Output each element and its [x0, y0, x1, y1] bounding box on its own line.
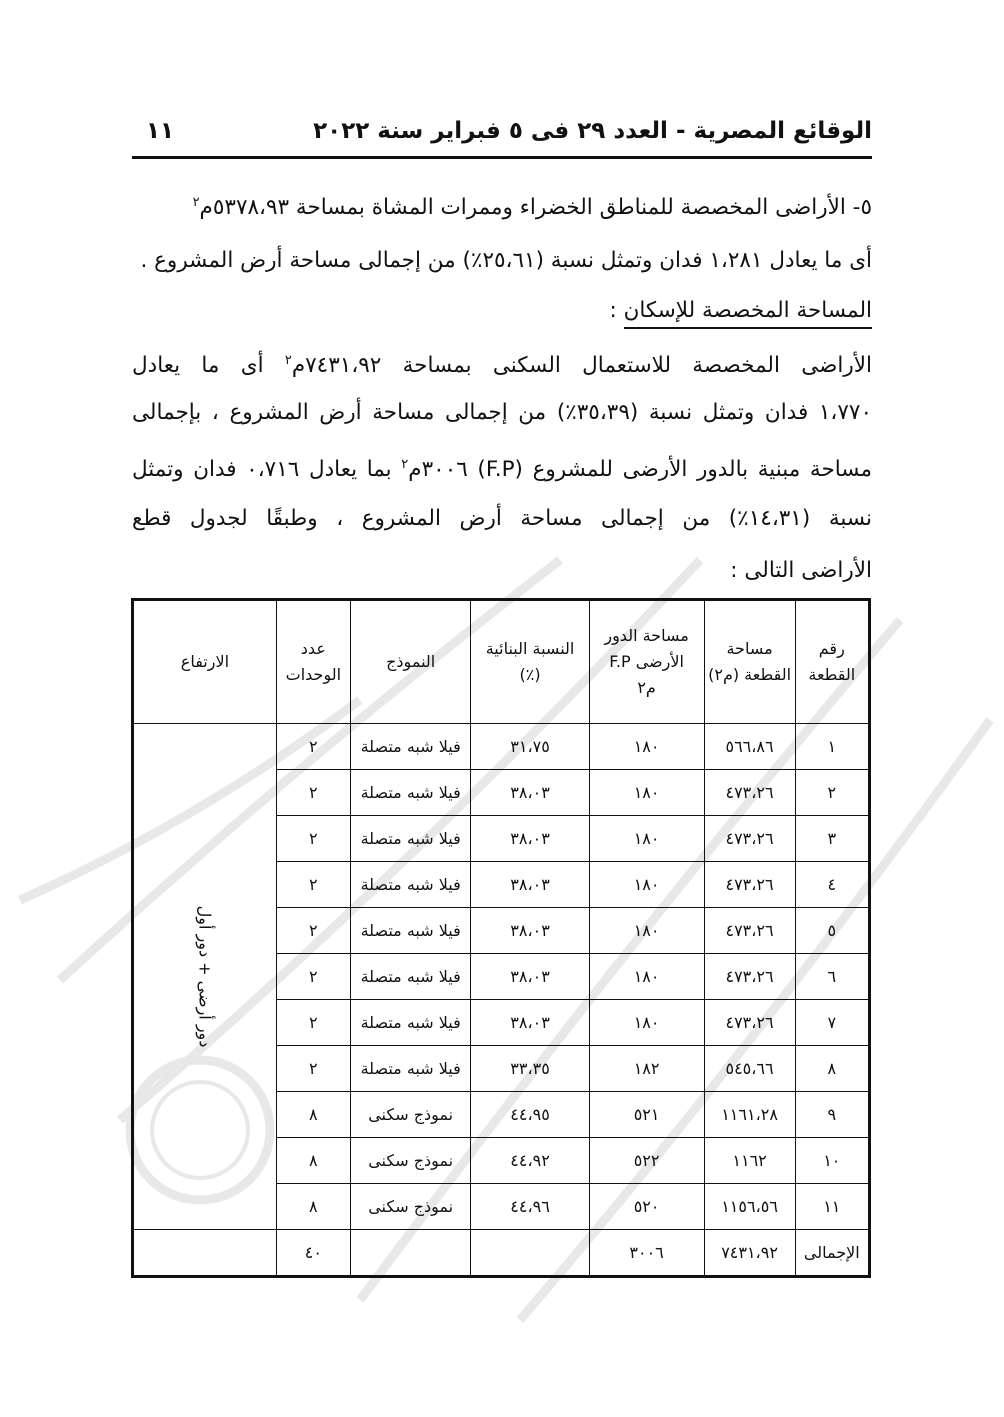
cell-plot: ١٠ [795, 1138, 869, 1184]
table-header-row [133, 600, 870, 724]
cell-total-ratio [471, 1230, 589, 1277]
cell-units: ٢ [276, 724, 350, 770]
cell-fp: ١٨٠ [589, 816, 704, 862]
housing-text-a: الأراضى المخصصة للاستعمال السكنى بمساحة ٧٤٣١،٩٢م [291, 353, 872, 379]
cell-ratio: ٣٨،٠٣ [471, 1000, 589, 1046]
cell-plot: ٦ [795, 954, 869, 1000]
cell-total-fp: ٣٠٠٦ [589, 1230, 704, 1277]
cell-fp: ٥٢٢ [589, 1138, 704, 1184]
cell-units: ٨ [276, 1138, 350, 1184]
cell-model: نموذج سكنى [350, 1184, 471, 1230]
cell-area: ٤٧٣،٢٦ [704, 954, 795, 1000]
header-ratio-text: النسبة البنائية (٪) [485, 639, 575, 684]
cell-fp: ١٨٠ [589, 862, 704, 908]
cell-fp: ٥٢٠ [589, 1184, 704, 1230]
paragraph-housing-5: الأراضى التالى : [730, 558, 872, 583]
superscript: ٢ [284, 353, 292, 368]
cell-area: ٤٧٣،٢٦ [704, 862, 795, 908]
cell-model: نموذج سكنى [350, 1138, 471, 1184]
header-ground-fp-text: مساحة الدور الأرضى F.P م٢ [604, 626, 689, 697]
cell-model: فيلا شبه متصلة [350, 1046, 471, 1092]
cell-plot: ٣ [795, 816, 869, 862]
cell-units: ٢ [276, 1000, 350, 1046]
paragraph-green-areas [132, 188, 872, 223]
cell-plot: ٧ [795, 1000, 869, 1046]
header-divider [132, 156, 872, 159]
paragraph-housing-2: ١،٧٧٠ فدان وتمثل نسبة (٣٥،٣٩٪) من إجمالى مساحة أرض المشروع ، بإجمالى [132, 400, 872, 425]
cell-model: فيلا شبه متصلة [350, 954, 471, 1000]
page-header [132, 112, 872, 156]
housing-text-d: بما يعادل ٠،٧١٦ فدان وتمثل [132, 457, 402, 483]
cell-model: فيلا شبه متصلة [350, 770, 471, 816]
housing-text-c: مساحة مبنية بالدور الأرضى للمشروع (F.P) ٣٠٠٦م [408, 457, 872, 483]
cell-fp: ١٨٢ [589, 1046, 704, 1092]
cell-ratio: ٣٨،٠٣ [471, 816, 589, 862]
gazette-title: الوقائع المصرية - العدد ٢٩ فى ٥ فبراير سنة ٢٠٢٢ [313, 118, 872, 144]
section-heading [609, 296, 872, 326]
cell-ratio: ٣٨،٠٣ [471, 908, 589, 954]
cell-total-area: ٧٤٣١،٩٢ [704, 1230, 795, 1277]
header-ratio [471, 600, 589, 724]
cell-model: فيلا شبه متصلة [350, 816, 471, 862]
superscript: ٢ [401, 457, 409, 472]
cell-height [133, 724, 277, 1230]
header-model: النموذج [350, 600, 471, 724]
cell-fp: ١٨٠ [589, 954, 704, 1000]
cell-plot: ١ [795, 724, 869, 770]
cell-ratio: ٤٤،٩٦ [471, 1184, 589, 1230]
cell-total-height [133, 1230, 277, 1277]
cell-plot: ٥ [795, 908, 869, 954]
header-units-text: عدد الوحدات [285, 639, 342, 684]
plots-table [131, 598, 871, 1278]
cell-ratio: ٤٤،٩٥ [471, 1092, 589, 1138]
cell-units: ٢ [276, 770, 350, 816]
section-heading-text: المساحة المخصصة للإسكان [624, 298, 872, 329]
cell-fp: ١٨٠ [589, 770, 704, 816]
page-number: ١١ [146, 118, 175, 144]
cell-fp: ١٨٠ [589, 1000, 704, 1046]
cell-units: ٢ [276, 954, 350, 1000]
green-areas-text: ٥- الأراضى المخصصة للمناطق الخضراء وممرات المشاة بمساحة ٥٣٧٨،٩٣م [199, 195, 872, 221]
cell-ratio: ٣٨،٠٣ [471, 770, 589, 816]
cell-units: ٢ [276, 908, 350, 954]
cell-total-units: ٤٠ [276, 1230, 350, 1277]
cell-area: ٤٧٣،٢٦ [704, 1000, 795, 1046]
cell-units: ٨ [276, 1092, 350, 1138]
cell-fp: ٥٢١ [589, 1092, 704, 1138]
cell-area: ٤٧٣،٢٦ [704, 816, 795, 862]
cell-model: فيلا شبه متصلة [350, 862, 471, 908]
cell-model: فيلا شبه متصلة [350, 908, 471, 954]
cell-area: ٤٧٣،٢٦ [704, 770, 795, 816]
cell-units: ٢ [276, 862, 350, 908]
header-units [276, 600, 350, 724]
header-height: الارتفاع [133, 600, 277, 724]
cell-plot: ٤ [795, 862, 869, 908]
paragraph-green-areas-cont: أى ما يعادل ١،٢٨١ فدان وتمثل نسبة (٢٥،٦١٪) من إجمالى مساحة أرض المشروع . [140, 248, 872, 273]
paragraph-housing-4: نسبة (١٤،٣١٪) من إجمالى مساحة أرض المشروع ، وطبقًا لجدول قطع [132, 506, 872, 531]
superscript: ٢ [192, 195, 200, 210]
cell-ratio: ٣١،٧٥ [471, 724, 589, 770]
header-plot-no [795, 600, 869, 724]
cell-total-model [350, 1230, 471, 1277]
housing-text-b: أى ما يعادل [132, 353, 285, 379]
cell-area: ١١٦١،٢٨ [704, 1092, 795, 1138]
header-plot-no-text: رقم القطعة [808, 639, 856, 684]
paragraph-housing-1 [132, 346, 872, 381]
cell-model: نموذج سكنى [350, 1092, 471, 1138]
cell-area: ١١٥٦،٥٦ [704, 1184, 795, 1230]
cell-plot: ٩ [795, 1092, 869, 1138]
paragraph-housing-3 [132, 450, 872, 485]
cell-fp: ١٨٠ [589, 724, 704, 770]
cell-model: فيلا شبه متصلة [350, 1000, 471, 1046]
cell-area: ٥٦٦،٨٦ [704, 724, 795, 770]
cell-plot: ٨ [795, 1046, 869, 1092]
cell-ratio: ٣٣،٣٥ [471, 1046, 589, 1092]
height-value: دور أرضى + دور أول [195, 905, 215, 1048]
cell-ratio: ٣٨،٠٣ [471, 954, 589, 1000]
cell-total-label: الإجمالى [795, 1230, 869, 1277]
header-plot-area [704, 600, 795, 724]
cell-units: ٢ [276, 1046, 350, 1092]
header-plot-area-text: مساحة القطعة (م٢) [708, 639, 792, 684]
cell-fp: ١٨٠ [589, 908, 704, 954]
cell-area: ٤٧٣،٢٦ [704, 908, 795, 954]
cell-model: فيلا شبه متصلة [350, 724, 471, 770]
cell-area: ٥٤٥،٦٦ [704, 1046, 795, 1092]
cell-plot: ٢ [795, 770, 869, 816]
cell-plot: ١١ [795, 1184, 869, 1230]
cell-units: ٢ [276, 816, 350, 862]
cell-ratio: ٤٤،٩٢ [471, 1138, 589, 1184]
section-heading-colon: : [609, 298, 624, 323]
cell-ratio: ٣٨،٠٣ [471, 862, 589, 908]
header-ground-fp [589, 600, 704, 724]
table-total-row [133, 1230, 870, 1277]
cell-area: ١١٦٢ [704, 1138, 795, 1184]
cell-units: ٨ [276, 1184, 350, 1230]
table-row [133, 724, 870, 770]
